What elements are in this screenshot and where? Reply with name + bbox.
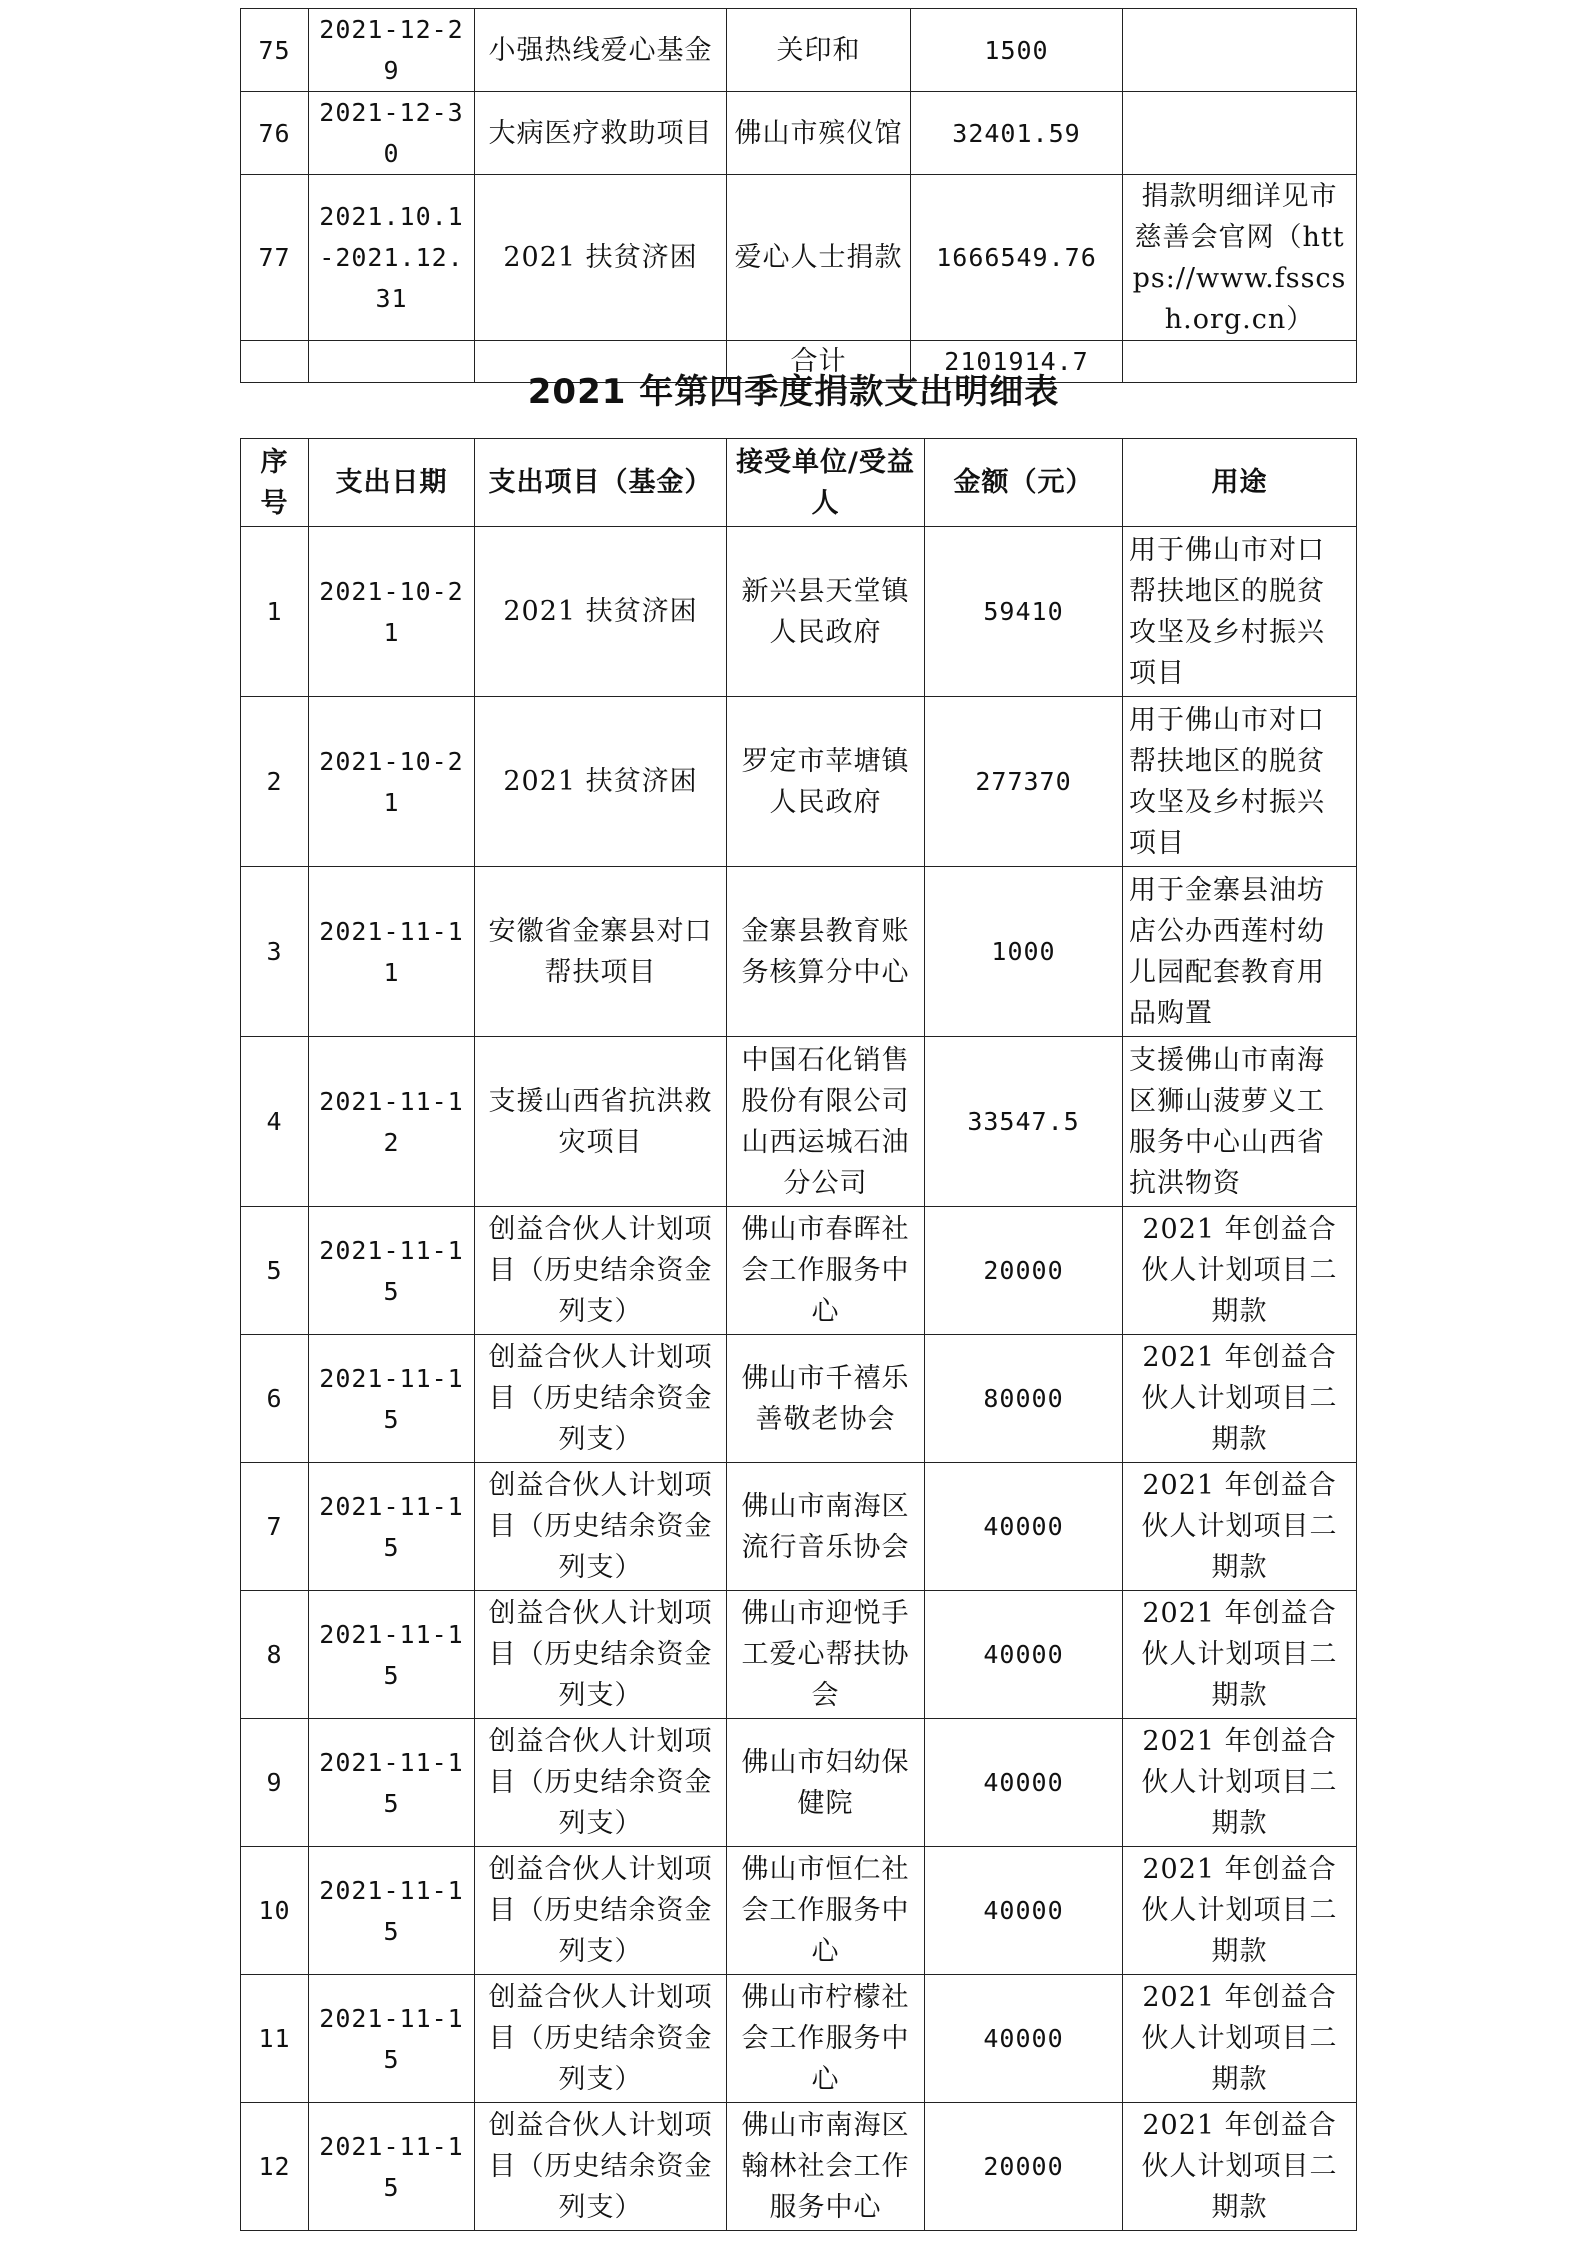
recipient: 佛山市妇幼保健院 (727, 1719, 925, 1847)
table-row (241, 9, 1357, 92)
row-number: 11 (241, 1975, 309, 2103)
table-row (241, 1335, 1357, 1463)
section-title: 2021 年第四季度捐款支出明细表 (527, 372, 1060, 412)
table-row (241, 175, 1357, 341)
expense-amount: 40000 (925, 1719, 1123, 1847)
row-number: 75 (241, 9, 309, 92)
expense-project: 2021 扶贫济困 (475, 527, 727, 697)
previous-donation-table (240, 8, 1357, 383)
expense-amount: 80000 (925, 1335, 1123, 1463)
table-row (241, 527, 1357, 697)
donor: 关印和 (727, 9, 911, 92)
table-row (241, 1591, 1357, 1719)
total-amount: 2101914.7 (911, 341, 1123, 383)
donation-date: 2021-12-29 (309, 9, 475, 92)
row-number: 2 (241, 697, 309, 867)
expense-purpose: 用于佛山市对口帮扶地区的脱贫攻坚及乡村振兴项目 (1123, 697, 1357, 867)
row-number: 77 (241, 175, 309, 341)
row-number: 8 (241, 1591, 309, 1719)
recipient: 佛山市恒仁社会工作服务中心 (727, 1847, 925, 1975)
table-row (241, 867, 1357, 1037)
donation-date: 2021.10.1-2021.12.31 (309, 175, 475, 341)
recipient: 佛山市南海区翰林社会工作服务中心 (727, 2103, 925, 2231)
donor: 爱心人士捐款 (727, 175, 911, 341)
header-amount: 金额（元） (925, 439, 1123, 527)
expense-project: 创益合伙人计划项目（历史结余资金列支） (475, 1975, 727, 2103)
total-label: 合计 (727, 341, 911, 383)
expense-purpose: 支援佛山市南海区狮山菠萝义工服务中心山西省抗洪物资 (1123, 1037, 1357, 1207)
expense-amount: 40000 (925, 1847, 1123, 1975)
expense-project: 创益合伙人计划项目（历史结余资金列支） (475, 1207, 727, 1335)
recipient: 金寨县教育账务核算分中心 (727, 867, 925, 1037)
header-date: 支出日期 (309, 439, 475, 527)
row-number: 9 (241, 1719, 309, 1847)
donation-date: 2021-12-30 (309, 92, 475, 175)
expense-amount: 40000 (925, 1463, 1123, 1591)
expense-amount: 1000 (925, 867, 1123, 1037)
expense-project: 创益合伙人计划项目（历史结余资金列支） (475, 1463, 727, 1591)
header-purpose: 用途 (1123, 439, 1357, 527)
table-row (241, 92, 1357, 175)
row-number: 76 (241, 92, 309, 175)
row-number: 5 (241, 1207, 309, 1335)
donation-amount: 1500 (911, 9, 1123, 92)
table-header-row (241, 439, 1357, 527)
recipient: 新兴县天堂镇人民政府 (727, 527, 925, 697)
donation-amount: 32401.59 (911, 92, 1123, 175)
header-project: 支出项目（基金） (475, 439, 727, 527)
expense-project: 创益合伙人计划项目（历史结余资金列支） (475, 1847, 727, 1975)
table-row (241, 2103, 1357, 2231)
recipient: 佛山市南海区流行音乐协会 (727, 1463, 925, 1591)
expense-project: 创益合伙人计划项目（历史结余资金列支） (475, 2103, 727, 2231)
expense-date: 2021-10-21 (309, 697, 475, 867)
table-row (241, 1975, 1357, 2103)
donation-note (1123, 9, 1357, 92)
expense-purpose: 2021 年创益合伙人计划项目二期款 (1123, 1591, 1357, 1719)
table-row (241, 1719, 1357, 1847)
expense-project: 安徽省金寨县对口帮扶项目 (475, 867, 727, 1037)
table-row (241, 1847, 1357, 1975)
row-number: 1 (241, 527, 309, 697)
expense-purpose: 2021 年创益合伙人计划项目二期款 (1123, 2103, 1357, 2231)
expense-date: 2021-11-12 (309, 1037, 475, 1207)
expense-amount: 33547.5 (925, 1037, 1123, 1207)
expense-date: 2021-11-15 (309, 2103, 475, 2231)
expense-amount: 20000 (925, 1207, 1123, 1335)
expense-date: 2021-11-15 (309, 1591, 475, 1719)
donation-note: 捐款明细详见市慈善会官网（https://www.fsscsh.org.cn） (1123, 175, 1357, 341)
expenditure-table (240, 438, 1357, 2231)
expense-purpose: 2021 年创益合伙人计划项目二期款 (1123, 1719, 1357, 1847)
table-row (241, 697, 1357, 867)
expense-amount: 59410 (925, 527, 1123, 697)
donation-amount: 1666549.76 (911, 175, 1123, 341)
expense-date: 2021-10-21 (309, 527, 475, 697)
expense-project: 2021 扶贫济困 (475, 697, 727, 867)
expense-date: 2021-11-15 (309, 1463, 475, 1591)
expense-project: 创益合伙人计划项目（历史结余资金列支） (475, 1719, 727, 1847)
expense-amount: 40000 (925, 1975, 1123, 2103)
expense-date: 2021-11-15 (309, 1975, 475, 2103)
expense-date: 2021-11-11 (309, 867, 475, 1037)
recipient: 罗定市苹塘镇人民政府 (727, 697, 925, 867)
expense-purpose: 2021 年创益合伙人计划项目二期款 (1123, 1975, 1357, 2103)
table-row (241, 1207, 1357, 1335)
row-number: 10 (241, 1847, 309, 1975)
table-row (241, 1463, 1357, 1591)
expense-project: 支援山西省抗洪救灾项目 (475, 1037, 727, 1207)
recipient: 佛山市春晖社会工作服务中心 (727, 1207, 925, 1335)
expense-purpose: 用于佛山市对口帮扶地区的脱贫攻坚及乡村振兴项目 (1123, 527, 1357, 697)
donation-note (1123, 92, 1357, 175)
recipient: 佛山市千禧乐善敬老协会 (727, 1335, 925, 1463)
row-number: 6 (241, 1335, 309, 1463)
expense-date: 2021-11-15 (309, 1207, 475, 1335)
expense-amount: 40000 (925, 1591, 1123, 1719)
donation-project: 大病医疗救助项目 (475, 92, 727, 175)
expense-project: 创益合伙人计划项目（历史结余资金列支） (475, 1591, 727, 1719)
row-number: 3 (241, 867, 309, 1037)
row-number: 12 (241, 2103, 309, 2231)
expense-project: 创益合伙人计划项目（历史结余资金列支） (475, 1335, 727, 1463)
recipient: 佛山市柠檬社会工作服务中心 (727, 1975, 925, 2103)
expense-date: 2021-11-15 (309, 1335, 475, 1463)
row-number: 4 (241, 1037, 309, 1207)
expense-amount: 277370 (925, 697, 1123, 867)
donation-project: 2021 扶贫济困 (475, 175, 727, 341)
donor: 佛山市殡仪馆 (727, 92, 911, 175)
recipient: 中国石化销售股份有限公司山西运城石油分公司 (727, 1037, 925, 1207)
row-number: 7 (241, 1463, 309, 1591)
expense-date: 2021-11-15 (309, 1719, 475, 1847)
expense-purpose: 2021 年创益合伙人计划项目二期款 (1123, 1463, 1357, 1591)
expense-purpose: 2021 年创益合伙人计划项目二期款 (1123, 1335, 1357, 1463)
expense-date: 2021-11-15 (309, 1847, 475, 1975)
expense-amount: 20000 (925, 2103, 1123, 2231)
donation-project: 小强热线爱心基金 (475, 9, 727, 92)
header-no: 序号 (241, 439, 309, 527)
table-row (241, 1037, 1357, 1207)
expense-purpose: 用于金寨县油坊店公办西莲村幼儿园配套教育用品购置 (1123, 867, 1357, 1037)
expense-purpose: 2021 年创益合伙人计划项目二期款 (1123, 1207, 1357, 1335)
recipient: 佛山市迎悦手工爱心帮扶协会 (727, 1591, 925, 1719)
header-recipient: 接受单位/受益人 (727, 439, 925, 527)
expense-purpose: 2021 年创益合伙人计划项目二期款 (1123, 1847, 1357, 1975)
